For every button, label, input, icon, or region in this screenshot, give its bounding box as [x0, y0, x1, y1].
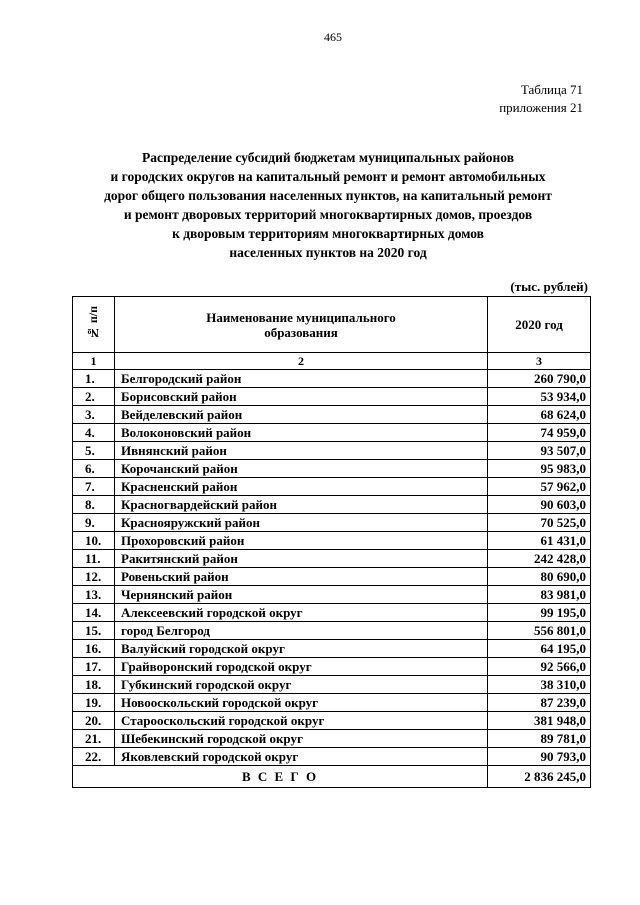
municipality-name-cell: Шебекинский городской округ — [115, 730, 488, 748]
table-row — [73, 550, 591, 568]
subsidy-amount-cell: 53 934,0 — [488, 388, 591, 406]
municipality-name-cell: Валуйский городской округ — [115, 640, 488, 658]
subsidy-amount-cell: 242 428,0 — [488, 550, 591, 568]
header-name-line: Наименование муниципального — [206, 309, 396, 325]
row-number-cell: 1. — [73, 370, 115, 388]
table-row — [73, 748, 591, 766]
document-title — [40, 148, 616, 262]
municipality-name-cell: Вейделевский район — [115, 406, 488, 424]
row-number-cell: 22. — [73, 748, 115, 766]
row-number-cell: 10. — [73, 532, 115, 550]
column-number: 1 — [73, 353, 115, 370]
table-row — [73, 388, 591, 406]
header-year-cell: 2020 год — [488, 297, 591, 353]
municipality-name-cell: Белгородский район — [115, 370, 488, 388]
column-number: 3 — [488, 353, 591, 370]
municipality-name-cell: Яковлевский городской округ — [115, 748, 488, 766]
subsidy-amount-cell: 93 507,0 — [488, 442, 591, 460]
table-row — [73, 568, 591, 586]
subsidy-amount-cell: 74 959,0 — [488, 424, 591, 442]
table-body — [73, 370, 591, 766]
row-number-cell: 15. — [73, 622, 115, 640]
subsidy-amount-cell: 70 525,0 — [488, 514, 591, 532]
title-line: населенных пунктов на 2020 год — [229, 245, 427, 260]
subsidy-amount-cell: 92 566,0 — [488, 658, 591, 676]
municipality-name-cell: Алексеевский городской округ — [115, 604, 488, 622]
row-number-cell: 5. — [73, 442, 115, 460]
subsidy-amount-cell: 68 624,0 — [488, 406, 591, 424]
subsidy-table — [72, 296, 591, 788]
table-row — [73, 694, 591, 712]
subsidy-amount-cell: 260 790,0 — [488, 370, 591, 388]
subsidy-amount-cell: 95 983,0 — [488, 460, 591, 478]
table-row — [73, 460, 591, 478]
municipality-name-cell: Красногвардейский район — [115, 496, 488, 514]
table-row — [73, 622, 591, 640]
row-number-cell: 12. — [73, 568, 115, 586]
municipality-name-cell: Новооскольский городской округ — [115, 694, 488, 712]
title-line: и городских округов на капитальный ремонт и ремонт автомобильных — [110, 169, 546, 184]
row-number-cell: 11. — [73, 550, 115, 568]
title-line: и ремонт дворовых территорий многоквартирных домов, проездов — [123, 207, 533, 222]
subsidy-amount-cell: 57 962,0 — [488, 478, 591, 496]
municipality-name-cell: город Белгород — [115, 622, 488, 640]
municipality-name-cell: Ивнянский район — [115, 442, 488, 460]
page-number: 465 — [324, 30, 342, 44]
subsidy-amount-cell: 38 310,0 — [488, 676, 591, 694]
municipality-name-cell: Ровеньский район — [115, 568, 488, 586]
total-label: В С Е Г О — [73, 766, 488, 788]
title-line: к дворовым территориям многоквартирных домов — [172, 226, 484, 241]
table-row — [73, 586, 591, 604]
row-number-cell: 17. — [73, 658, 115, 676]
column-number-row — [73, 353, 591, 370]
table-row — [73, 640, 591, 658]
municipality-name-cell: Корочанский район — [115, 460, 488, 478]
row-number-cell: 19. — [73, 694, 115, 712]
subsidy-amount-cell: 99 195,0 — [488, 604, 591, 622]
subsidy-amount-cell: 90 603,0 — [488, 496, 591, 514]
subsidy-amount-cell: 87 239,0 — [488, 694, 591, 712]
row-number-cell: 2. — [73, 388, 115, 406]
row-number-cell: 6. — [73, 460, 115, 478]
title-line: Распределение субсидий бюджетам муниципальных районов — [141, 150, 515, 165]
municipality-name-cell: Губкинский городской округ — [115, 676, 488, 694]
header-row — [73, 297, 591, 353]
row-number-cell: 4. — [73, 424, 115, 442]
municipality-name-cell: Грайворонский городской округ — [115, 658, 488, 676]
municipality-name-cell: Чернянский район — [115, 586, 488, 604]
table-row — [73, 712, 591, 730]
table-header — [73, 297, 591, 370]
table-row — [73, 442, 591, 460]
table-row — [73, 658, 591, 676]
subsidy-amount-cell: 64 195,0 — [488, 640, 591, 658]
table-row — [73, 604, 591, 622]
subsidy-amount-cell: 556 801,0 — [488, 622, 591, 640]
appendix-label: приложения 21 — [499, 100, 583, 115]
municipality-name-cell: Краснояружский район — [115, 514, 488, 532]
row-number-cell: 18. — [73, 676, 115, 694]
row-number-cell: 14. — [73, 604, 115, 622]
table-row — [73, 478, 591, 496]
table-row — [73, 424, 591, 442]
table-reference — [499, 81, 583, 117]
municipality-name-cell: Борисовский район — [115, 388, 488, 406]
units-label: (тыс. рублей) — [510, 279, 588, 294]
subsidy-amount-cell: 89 781,0 — [488, 730, 591, 748]
header-name-cell — [115, 297, 488, 353]
row-number-cell: 20. — [73, 712, 115, 730]
title-line: дорог общего пользования населенных пунктов, на капитальный ремонт — [104, 188, 552, 203]
row-number-cell: 21. — [73, 730, 115, 748]
header-name-line: образования — [264, 324, 338, 340]
table-row — [73, 496, 591, 514]
row-number-cell: 9. — [73, 514, 115, 532]
table-number-label: Таблица 71 — [520, 82, 583, 97]
subsidy-amount-cell: 80 690,0 — [488, 568, 591, 586]
subsidy-amount-cell: 90 793,0 — [488, 748, 591, 766]
table-footer — [73, 766, 591, 788]
table-row — [73, 532, 591, 550]
total-value: 2 836 245,0 — [488, 766, 591, 788]
table-row — [73, 730, 591, 748]
table-row — [73, 406, 591, 424]
row-number-cell: 16. — [73, 640, 115, 658]
table-row — [73, 514, 591, 532]
subsidy-amount-cell: 83 981,0 — [488, 586, 591, 604]
column-number: 2 — [115, 353, 488, 370]
municipality-name-cell: Волоконовский район — [115, 424, 488, 442]
municipality-name-cell: Ракитянский район — [115, 550, 488, 568]
municipality-name-cell: Красненский район — [115, 478, 488, 496]
row-number-cell: 13. — [73, 586, 115, 604]
table-row — [73, 370, 591, 388]
subsidy-amount-cell: 61 431,0 — [488, 532, 591, 550]
subsidy-amount-cell: 381 948,0 — [488, 712, 591, 730]
municipality-name-cell: Прохоровский район — [115, 532, 488, 550]
total-row — [73, 766, 591, 788]
table-row — [73, 676, 591, 694]
row-number-cell: 3. — [73, 406, 115, 424]
row-number-cell: 8. — [73, 496, 115, 514]
municipality-name-cell: Старооскольский городской округ — [115, 712, 488, 730]
header-number-cell — [73, 297, 115, 353]
row-number-cell: 7. — [73, 478, 115, 496]
header-number-label: № п/п — [86, 305, 100, 341]
